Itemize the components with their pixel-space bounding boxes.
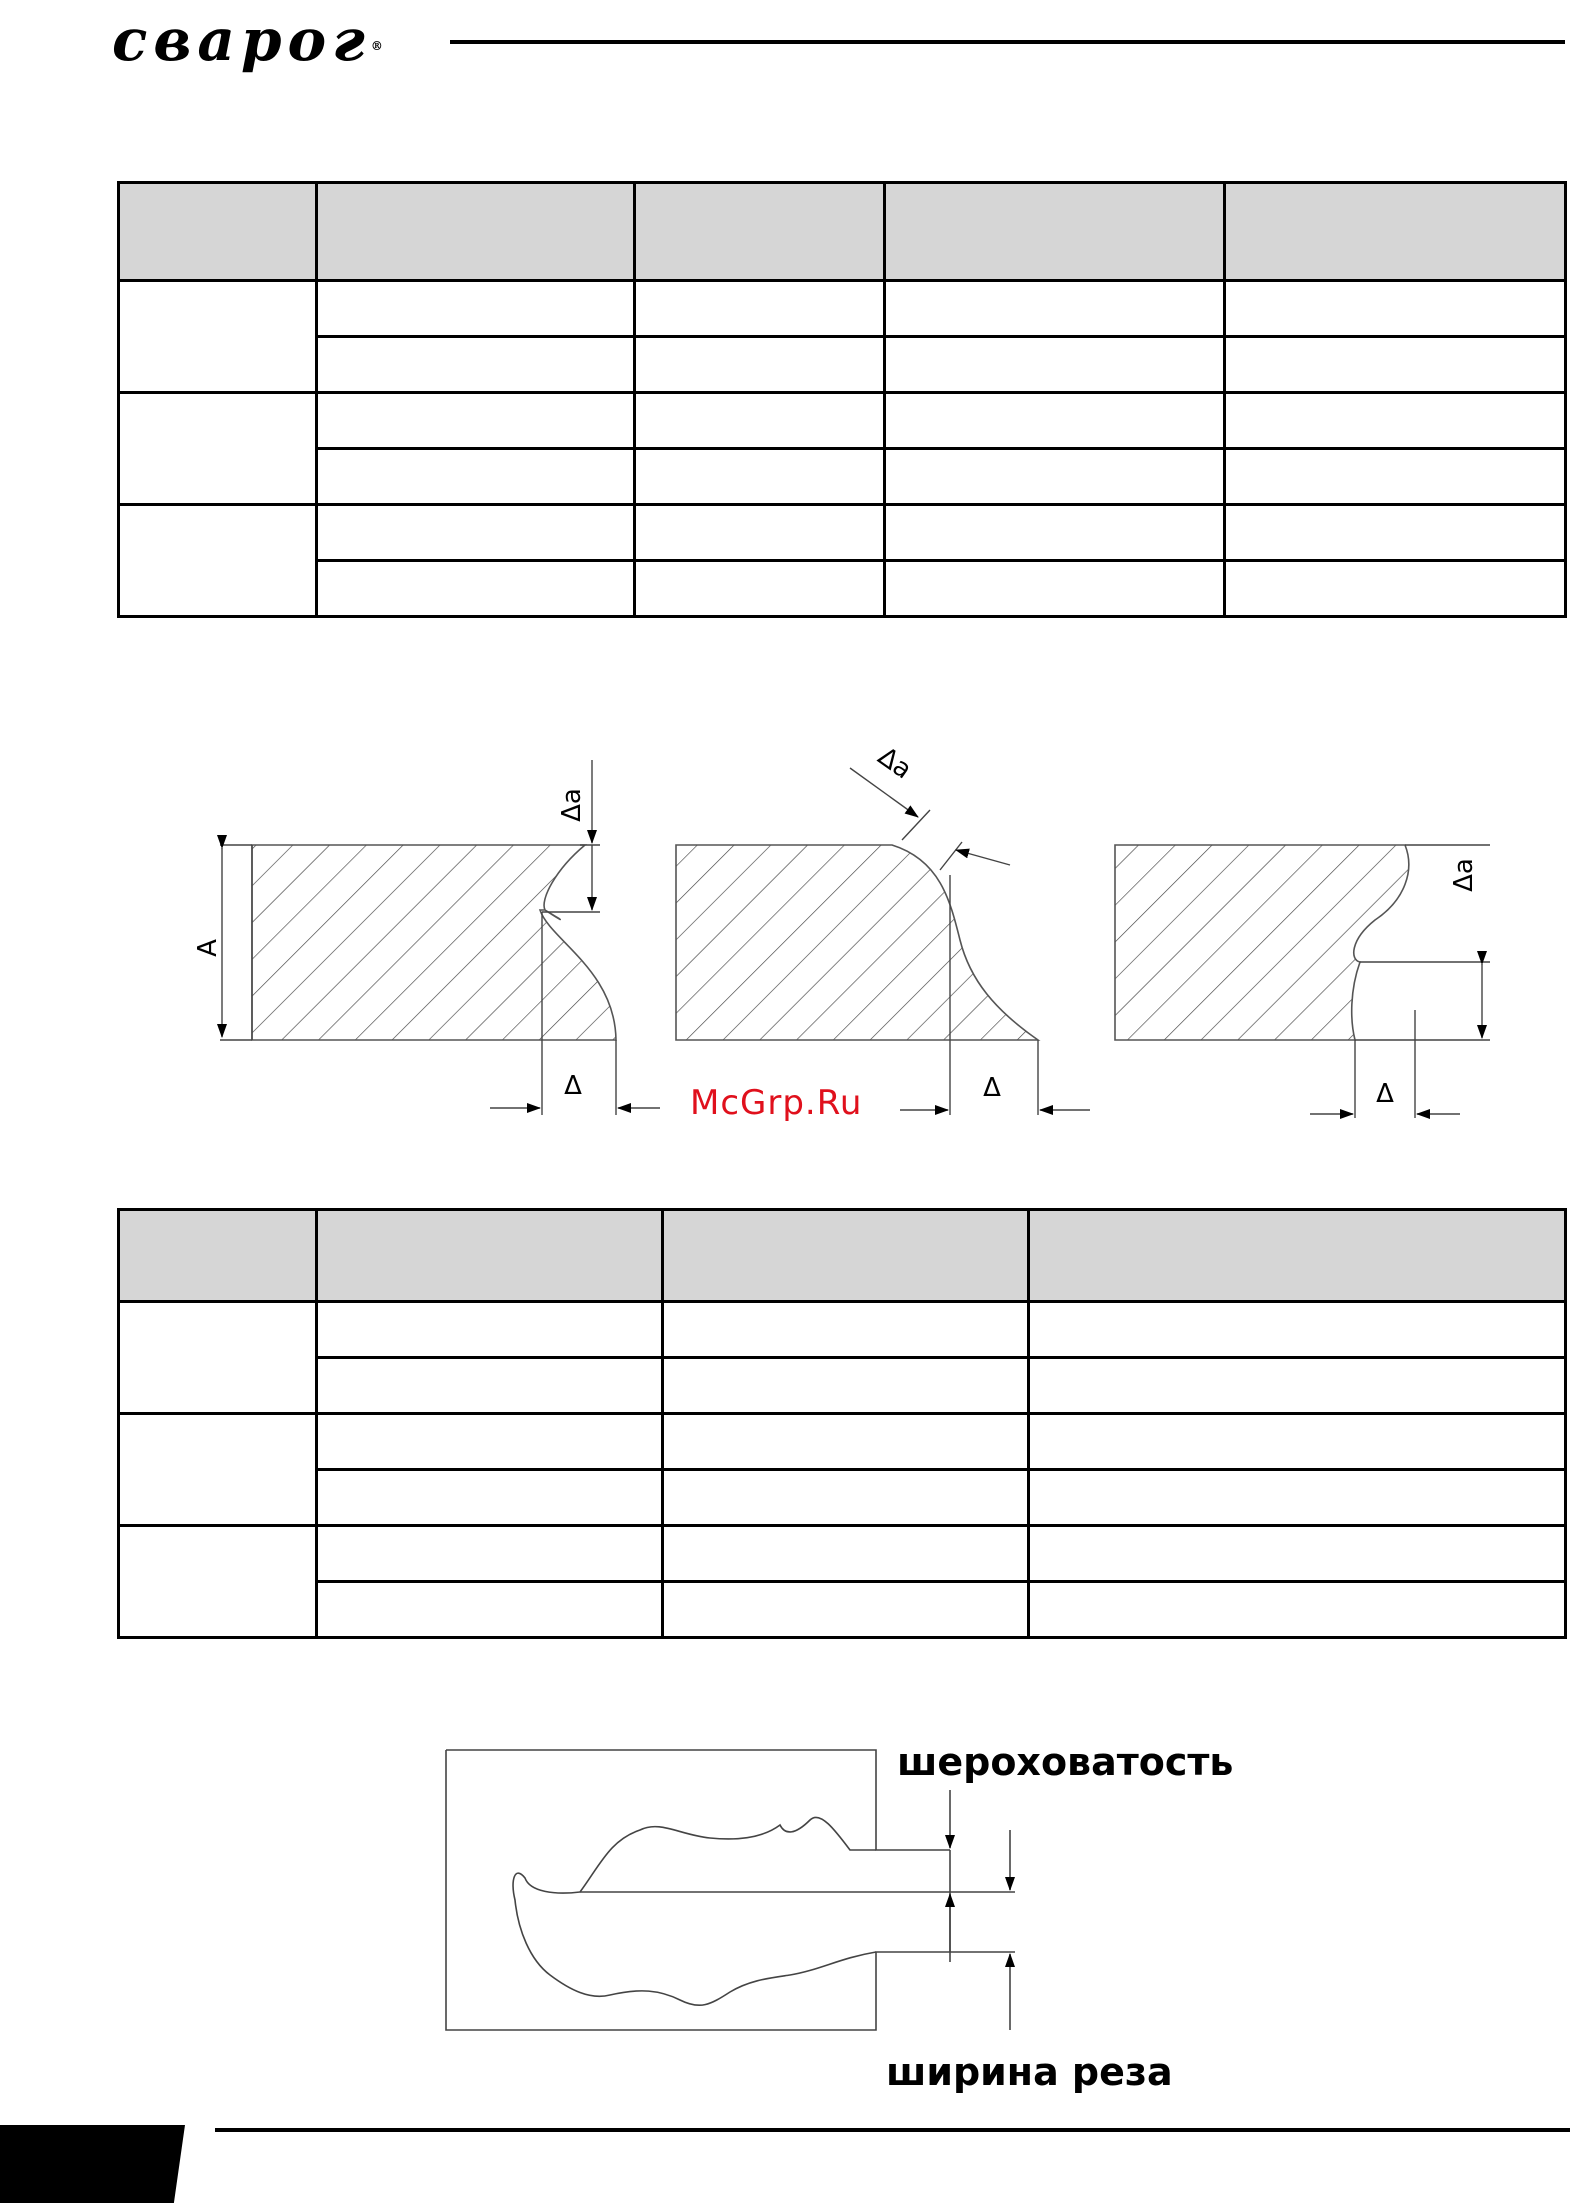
page-number-tab: [0, 2125, 185, 2203]
table-row: [119, 1358, 1566, 1414]
table-cell: [317, 505, 635, 561]
table-2-group-cell: [119, 1526, 317, 1638]
table-cell: [317, 281, 635, 337]
label-delta-2: Δ: [983, 1073, 1001, 1103]
table-cell: [885, 561, 1225, 617]
table-cell: [317, 1526, 663, 1582]
table-cell: [663, 1526, 1029, 1582]
table-row: [119, 393, 1566, 449]
table-cell: [663, 1302, 1029, 1358]
table-2-header-cell: [119, 1210, 317, 1302]
table-cell: [885, 505, 1225, 561]
table-row: [119, 561, 1566, 617]
table-cell: [635, 393, 885, 449]
profile-3: [1115, 845, 1409, 1040]
table-cell: [635, 561, 885, 617]
table-1-group-cell: [119, 281, 317, 393]
table-2-header-cell: [663, 1210, 1029, 1302]
table-row: [119, 1470, 1566, 1526]
table-1-header-cell: [119, 183, 317, 281]
table-cell: [1029, 1302, 1566, 1358]
label-delta-a-1: Δa: [557, 788, 587, 822]
table-cell: [635, 337, 885, 393]
table-cell: [663, 1582, 1029, 1638]
table-1-group-cell: [119, 393, 317, 505]
table-1-header-cell: [885, 183, 1225, 281]
table-cell: [663, 1358, 1029, 1414]
table-cell: [317, 337, 635, 393]
table-cell: [885, 281, 1225, 337]
table-cell: [317, 449, 635, 505]
table-cell: [1029, 1526, 1566, 1582]
table-1: [117, 181, 1567, 618]
table-cell: [885, 393, 1225, 449]
label-delta-a-3: Δa: [1449, 858, 1479, 892]
table-2-header-row: [119, 1210, 1566, 1302]
table-cell: [1029, 1414, 1566, 1470]
table-cell: [663, 1470, 1029, 1526]
label-kerf-width: ширина реза: [886, 2050, 1173, 2094]
profile-2: [676, 845, 1038, 1040]
footer-rule: [215, 2128, 1570, 2132]
watermark: McGrp.Ru: [690, 1083, 863, 1123]
table-cell: [885, 337, 1225, 393]
table-2-group-cell: [119, 1302, 317, 1414]
table-cell: [317, 561, 635, 617]
table-2-group-cell: [119, 1414, 317, 1526]
table-cell: [317, 1470, 663, 1526]
brand-logo-text: сварог: [112, 6, 371, 74]
label-a: A: [193, 939, 223, 957]
table-cell: [317, 1414, 663, 1470]
table-cell: [317, 393, 635, 449]
table-cell: [1225, 561, 1566, 617]
table-1-header-cell: [317, 183, 635, 281]
table-row: [119, 1302, 1566, 1358]
label-roughness: шероховатость: [897, 1740, 1234, 1784]
kerf-outline: [513, 1817, 876, 2005]
table-row: [119, 1582, 1566, 1638]
profile-1: [252, 845, 616, 1040]
table-1-header-row: [119, 183, 1566, 281]
table-cell: [885, 449, 1225, 505]
table-1-group-cell: [119, 505, 317, 617]
table-cell: [317, 1582, 663, 1638]
table-cell: [635, 505, 885, 561]
table-row: [119, 281, 1566, 337]
table-2-header-cell: [317, 1210, 663, 1302]
kerf-diagram: [440, 1730, 1270, 2110]
table-cell: [1225, 281, 1566, 337]
registered-mark: ®: [370, 39, 383, 53]
table-2: [117, 1208, 1567, 1639]
table-cell: [1225, 393, 1566, 449]
table-cell: [1029, 1470, 1566, 1526]
label-delta-a-2: Δa: [872, 741, 918, 786]
table-2-header-cell: [1029, 1210, 1566, 1302]
table-cell: [1225, 337, 1566, 393]
table-row: [119, 449, 1566, 505]
table-cell: [663, 1414, 1029, 1470]
label-delta-3: Δ: [1376, 1079, 1394, 1109]
brand-logo: [112, 6, 383, 74]
table-row: [119, 337, 1566, 393]
cut-profile-diagram: [150, 730, 1500, 1140]
header-rule: [450, 40, 1565, 44]
table-cell: [317, 1358, 663, 1414]
table-cell: [1029, 1358, 1566, 1414]
table-cell: [1225, 449, 1566, 505]
table-row: [119, 1414, 1566, 1470]
table-1-header-cell: [635, 183, 885, 281]
table-row: [119, 1526, 1566, 1582]
table-cell: [1029, 1582, 1566, 1638]
table-cell: [1225, 505, 1566, 561]
label-delta-1: Δ: [564, 1071, 582, 1101]
table-cell: [317, 1302, 663, 1358]
table-row: [119, 505, 1566, 561]
table-1-header-cell: [1225, 183, 1566, 281]
table-cell: [635, 449, 885, 505]
table-cell: [635, 281, 885, 337]
